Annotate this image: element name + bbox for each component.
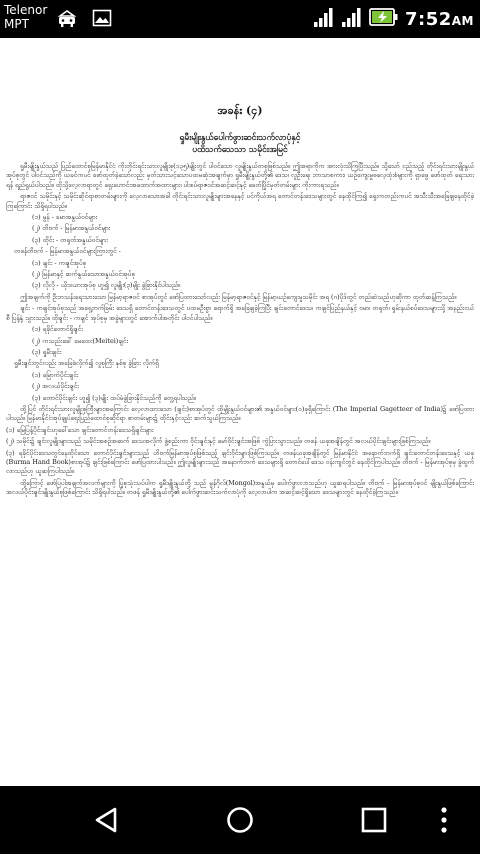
overflow-menu-button[interactable] bbox=[414, 786, 474, 854]
document-paragraph: (၂) မြန်မာနှင့် ဆက်နွယ်သောအနွယ်ဝင်အုပ်စု bbox=[32, 270, 135, 279]
document-paragraph: (၁) မြေပြန့်ပိုင်းချင်းဟုခေါ်သော ချင်းတောင်တန်းဒေသရှိချင်းများ bbox=[6, 425, 154, 434]
usb-debug-icon bbox=[56, 8, 78, 28]
clock bbox=[405, 9, 474, 30]
battery-charging-icon bbox=[369, 6, 399, 32]
status-bar bbox=[0, 0, 480, 38]
document-paragraph: (၁) ရခိုင်တောင်ရှိချင်း bbox=[32, 325, 83, 334]
recents-button[interactable] bbox=[334, 786, 414, 854]
document-paragraph: (၂) သမိုင်း၌ ချင်းလူမျိုးများသည် သမိုင်းအစဉ်အဆက် ဒေသအလိုက် ဖွဲ့စည်းကာ ဝိုင်းချင်းနှင့် မော်ဝိုင်းချင်းအဖြစ် ကွဲပြားသွားသည်။ တဖန် ယခုအချိန်တွင် အလယ်ပိုင်းချင်းများဖြစ်ကြသည်။ bbox=[6, 437, 431, 446]
document-paragraph: ချင်း - ကချင်အုပ်စုသည် အရှေ့ဘက်ခြမ်း ဒေသရှိ တောင်တန်းဒေသတွင် ပထမဦးစွာ ရောက်ရှိ အခြေချခဲ့ကြပြီး ချင်းတောင်ဒေသ၊ ကချင်ပြည်နယ်နှင့် ဗမာ၊ တရုတ်၊ ရှမ်းနယ်စပ်ဒေသများသို့ အနည်းငယ်စီ ပြန့်နှံ့ သွားသည်။ ထိုချင်း - ကချင် အုပ်စုမှ အခွဲများတွင် အောက်ပါအတိုင်း ပါဝင်ပါသည်။ bbox=[6, 304, 474, 322]
document-page bbox=[6, 98, 474, 778]
back-button[interactable] bbox=[66, 786, 146, 854]
home-circle-icon bbox=[225, 805, 255, 835]
document-paragraph: (၂) ကသည်းခေါ် မေထေး(Meitei)ချင်း bbox=[32, 336, 129, 345]
clock-time: 7:52 bbox=[404, 8, 452, 30]
chapter-title: အခန်း (၄) bbox=[217, 104, 263, 117]
carrier-label bbox=[4, 3, 47, 31]
document-paragraph: (၃) လိုလို - ယိုးဒယားအုပ်စု ဟူ၍ လူမျိုး(၃)မျိုး ခွဲခြားနိုင်ပါသည်။ bbox=[32, 281, 181, 290]
document-paragraph: (၃) ထိုင်း - တရုတ်အနွယ်ဝင်များ bbox=[32, 235, 108, 244]
document-paragraph: ထို့ပြင် တိုင်းရင်းသားလူမျိုးစုကြီးများအကြောင်း လေ့လာထားသော (ချင်း)စာအုပ်တွင် ထိုမျိုးနွယ်ဝင်များ၏ အနွယ်ဝင်များ(၀)ခုရှိကြောင်း (The Imperial Gagetteer of India)၌ ဖော်ပြထားပါသည်။ မြန်မာနိုင်ငံအုပ်ချုပ်ရေးပြည်ထောင်စုဆိုင်ရာ စာတမ်းများ၌ ထိုင်းနှင့်လည်း ဆက်သွယ်ကြသည်။ bbox=[6, 404, 474, 423]
document-paragraph: (၁) ချင်း - ကချင်အုပ်စု bbox=[32, 258, 87, 267]
document-paragraph: တဖန်တိဗက် - မြန်မာအနွယ်ဝင်များကြားတွင် - bbox=[14, 247, 121, 256]
document-paragraph: (၂) တိဗက် - မြန်မာအနွယ်ဝင်များ bbox=[32, 224, 111, 233]
document-paragraph: (၃) တောင်ပိုင်းချင်း ဟူ၍ (၃)မျိုး ထပ်မံခွဲခြားနိုင်သည်ကို တွေ့ရပါသည်။ bbox=[32, 393, 196, 402]
document-subtitle-2: ပထိသက်သေသာ သမိုင်းအမြင် bbox=[192, 145, 288, 155]
document-subtitle-1: ရှုမီးမျိုးနွယ်ပေါက်ဖွားဆင်းသက်လာပုံနှင့် bbox=[179, 133, 301, 143]
recents-square-icon bbox=[360, 806, 388, 834]
document-paragraph: ရှုမီးချင်းတွင်လည်း အခြေခံလိုက်၍ လူစုကြီး နှစ်စု ခွဲခြား လိုက်ရှိ bbox=[14, 359, 159, 368]
document-paragraph: ရာဇဝင် သမိုင်းနှင့် သမိုင်းဆိုင်ရာစာတမ်းများကို လေ့လာသောအခါ တိုင်းရင်းသားလူမျိုးများအနေနှင့် ပင်ကိုယ်အရ တောင်တန်းဒေသများတွင် နေထိုင်ကြ၍ ရှေးကတည်းကပင် အသီးသီးအခြေချနေထိုင်ခဲ့ကြကြောင်း သိရှိရပါသည်။ bbox=[6, 192, 474, 210]
document-paragraph: (၁) မွန် - ခမာအနွယ်ဝင်များ bbox=[32, 213, 98, 222]
carrier-line-2: MPT bbox=[4, 17, 29, 31]
document-paragraph: (၃) ရှုမီးချင်း bbox=[32, 347, 62, 356]
more-vertical-icon bbox=[440, 806, 448, 834]
navigation-bar bbox=[0, 786, 480, 854]
document-paragraph: (၃) ရခိုင်ပိုင်းဒေသတွင်နေထိုင်သော တောင်ပိုင်းချင်းများသည် ဟိဗက်မြန်မာအုပ်စုဖြစ်သည့် ချင်းဝိုင်းများဖြစ်ကြသည်။ တဖန်ယခုအချိန်တွင် မြန်မာနိုင်ငံ အနောက်ဘက်ရှိ ချင်းတောင်တန်းဒေသနှင့် ယခု (Burma Hand Book)စာအုပ်၌ ချင်းဖြစ်ကြောင်း ဖော်ပြထားပါသည်။ ဤလူမျိုးများသည် အနောက်ဘက် ဒေသများရှိ တောင်ပေါ်ဒေသ ဝန်းကျင်တွင် နေထိုင်ကြပါသည်။ တိဗက် - မြန်မာအုပ်စုမှ ခွဲထွက်လာသည်ဟု ယူဆကြပါသည်။ bbox=[6, 448, 474, 476]
home-button[interactable] bbox=[200, 786, 280, 854]
document-paragraph: ထို့ကြောင့် ဖော်ပြပါအချက်အလက်များကို ပြုစုသုံးသပ်ပါက ရှုမီးမျိုးနွယ်တို့ သည် မွန်ဂိုလ်(Mongol)အနွယ်မှ ပေါက်ဖွားလာသည်ဟု ယူဆရပါသည်။ တိဗက် - မြန်မာအုပ်စုဝင် မျိုးနွယ်ဖြစ်ကြောင်း အလယ်ပိုင်းချင်းမျိုးနွယ်စုဖြစ်ကြောင်း သိရှိရပါသည်။ တဖန် ရှုမီးမျိုးနွယ်တို့၏ ပေါက်ဖွားဆင်းသက်လာပုံကို လေ့လာပါက အဆင့်ဆင့်ရှိသော ဒေသများတွင် နေထိုင်ခဲ့ကြသည်။ bbox=[6, 478, 474, 497]
document-body bbox=[6, 162, 474, 498]
document-paragraph: ရှုမီးမျိုးနွယ်သည် ပြည်ထောင်စုမြန်မာနိုင်ငံ ကိုးတိုင်းရင်းသားလူမျိုးစု(၁၃၅)မျိုးတွင် ပါဝင်သော လူမျိုးနွယ်တစုဖြစ်သည်။ ဤအရာကိုက အားလုံးသိကြပြီးသည်။ သို့သော် ငည်သည့် တိုင်းရင်းသားမျိုးနွယ်အုပ်စုတွင် ပါဝင်သည်ကို ယခင်ကပင် ဖော်ထုတ်ခဲ့သော်လည်း မှတ်သားသင့်သောပထမဆုံးအချက်မှာ ရှုမီးမျိုးနွယ်တို့၏ ဒေသ၊ လူဦးရေ၊ ဘာသာစကား၊ ယဉ်ကျေးမှုဓလေ့ထုံးစံများကို ရှာဖွေ ဖော်ထုတ် ရေးသားရန် ရည်ရွယ်ပါသည်။ ထိုသို့လေ့လာရာတွင် ရှေးဟောင်းအထောက်အထားများ၊ ပါးစပ်ရာဇဝင်အဆင့်ဆင့်နှင့် ခေတ်ပြိုင်မှတ်တမ်းများ ကိုးကားရသည်။ bbox=[6, 162, 474, 189]
carrier-line-1: Telenor bbox=[4, 3, 48, 17]
document-paragraph: ဤအချက်ကို ဦးဘသန်းရေးသားသော မြန်မာ့ရာဇဝင် စာအုပ်တွင် ဖော်ပြထားသော်လည်း မြန်မာ့ရာဇဝင်နှင့် မြန်မာ့ယဉ်ကျေးမှုသမိုင်း အရ (ဂ)ပိုဒ်တွင် တည်ဆဲသည်ဟုဆိုကာ ထုတ်ဆန့်ကြသည်။ bbox=[20, 292, 457, 301]
signal-icon-2 bbox=[341, 6, 363, 32]
document-viewer[interactable] bbox=[0, 38, 480, 786]
document-paragraph: (၂) အလယ်ပိုင်းချင်း bbox=[32, 382, 79, 391]
clock-suffix: AM bbox=[451, 13, 474, 28]
gallery-icon bbox=[92, 8, 114, 28]
status-right-group bbox=[313, 6, 474, 32]
back-triangle-icon bbox=[91, 805, 121, 835]
document-paragraph: (၁) မြောက်ပိုင်းချင်း bbox=[32, 370, 79, 379]
signal-icon-1 bbox=[313, 6, 335, 32]
